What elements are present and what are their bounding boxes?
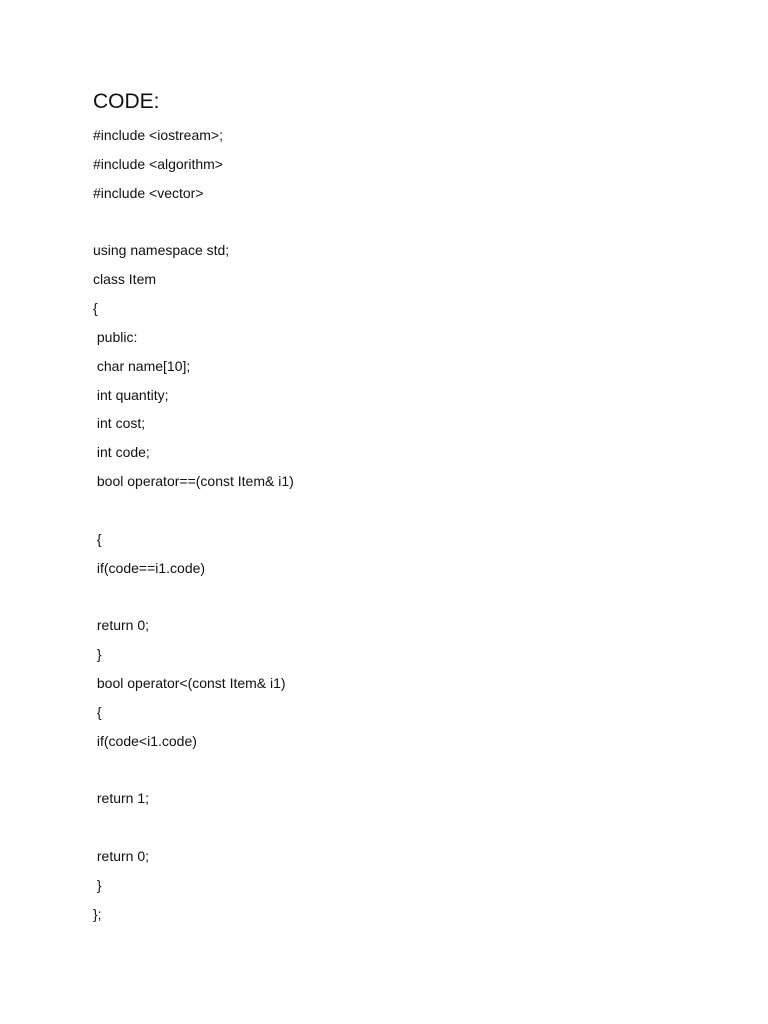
code-line: bool operator<(const Item& i1) <box>93 675 286 692</box>
code-line: { <box>93 530 102 547</box>
code-line <box>93 496 294 525</box>
code-line: }; <box>93 905 102 922</box>
code-line: int quantity; <box>93 386 169 403</box>
code-line <box>93 756 294 785</box>
code-line <box>93 208 294 237</box>
code-line: #include <algorithm> <box>93 155 223 172</box>
code-line <box>93 813 294 842</box>
code-line: { <box>93 300 98 317</box>
code-line: return 0; <box>93 848 150 865</box>
code-line: int cost; <box>93 415 146 432</box>
code-line: if(code==i1.code) <box>93 559 206 576</box>
code-line: #include <iostream>; <box>93 127 223 143</box>
code-line: bool operator==(const Item& i1) <box>93 473 294 490</box>
code-line: return 0; <box>93 617 150 634</box>
code-line: return 1; <box>93 790 150 807</box>
code-line: } <box>93 876 102 893</box>
code-line: { <box>93 703 102 720</box>
code-line <box>93 583 294 612</box>
code-line: using namespace std; <box>93 242 230 259</box>
page-heading: CODE: <box>93 90 160 113</box>
code-block <box>93 121 294 929</box>
code-line: } <box>93 646 102 663</box>
code-line: class Item <box>93 271 157 288</box>
code-line: char name[10]; <box>93 357 191 374</box>
code-line: int code; <box>93 444 150 461</box>
code-line: #include <vector> <box>93 184 204 201</box>
code-line: if(code<i1.code) <box>93 732 197 749</box>
code-line: public: <box>93 328 138 345</box>
